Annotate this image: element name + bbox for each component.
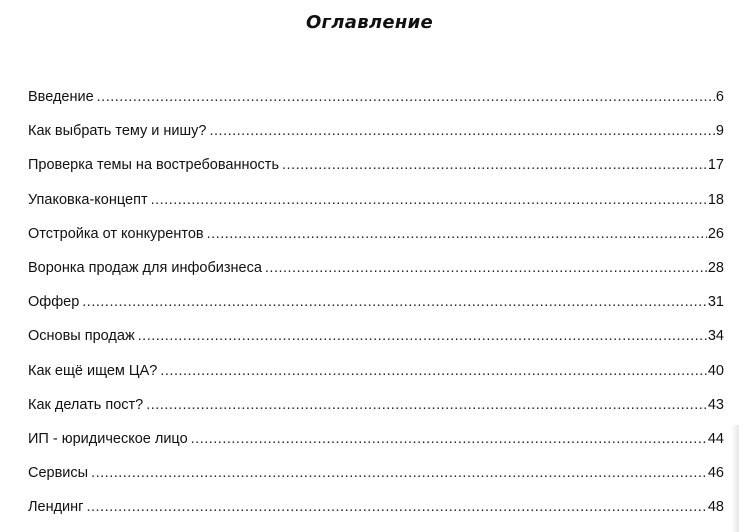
toc-entry-page-number: 46	[707, 465, 724, 482]
toc-entry-demand-check[interactable]	[28, 153, 724, 187]
toc-entry-landing[interactable]	[28, 495, 724, 529]
toc-entry-page-number: 26	[707, 225, 724, 242]
toc-entry-offer[interactable]	[28, 290, 724, 324]
toc-entry-label: Как выбрать тему и нишу?	[28, 123, 207, 140]
page-title: Оглавление	[305, 12, 434, 33]
toc-entry-page-number: 9	[715, 123, 724, 140]
toc-entry-label: ИП - юридическое лицо	[28, 430, 188, 447]
toc-entry-page-number: 34	[707, 328, 724, 345]
toc-entry-competitor-differentiation[interactable]	[28, 222, 724, 256]
dot-leader	[265, 256, 707, 280]
dot-leader	[97, 85, 715, 109]
toc-entry-label: Сервисы	[28, 465, 89, 482]
dot-leader	[160, 359, 706, 383]
toc-entry-page-number: 43	[707, 396, 724, 413]
toc-entry-label: Отстройка от конкурентов	[28, 225, 204, 242]
toc-entry-introduction[interactable]	[28, 85, 724, 119]
toc-entry-label: Как делать пост?	[28, 396, 144, 413]
dot-leader	[91, 461, 707, 485]
toc-entry-page-number: 40	[707, 362, 724, 379]
dot-leader	[207, 222, 707, 246]
dot-leader	[209, 119, 714, 143]
toc-entry-label: Упаковка-концепт	[28, 191, 148, 208]
dot-leader	[151, 188, 707, 212]
toc-entry-label: Оффер	[28, 294, 80, 311]
toc-entry-choose-topic[interactable]	[28, 119, 724, 153]
toc-entry-page-number: 17	[707, 157, 724, 174]
table-of-contents	[28, 85, 724, 529]
toc-entry-find-audience[interactable]	[28, 359, 724, 393]
toc-entry-page-number: 6	[715, 89, 724, 105]
toc-entry-page-number: 31	[707, 294, 724, 311]
toc-entry-services[interactable]	[28, 461, 724, 495]
toc-entry-packaging-concept[interactable]	[28, 188, 724, 222]
toc-entry-page-number: 28	[707, 259, 724, 276]
toc-entry-label: Воронка продаж для инфобизнеса	[28, 259, 262, 276]
dot-leader	[191, 427, 707, 451]
dot-leader	[82, 290, 707, 314]
toc-entry-sales-funnel[interactable]	[28, 256, 724, 290]
toc-entry-how-to-post[interactable]	[28, 393, 724, 427]
toc-entry-page-number: 48	[707, 499, 724, 516]
page-edge-shadow	[731, 425, 739, 532]
dot-leader	[138, 324, 707, 348]
toc-entry-label: Введение	[28, 89, 94, 105]
toc-entry-page-number: 18	[707, 191, 724, 208]
toc-entry-page-number: 44	[707, 430, 724, 447]
toc-entry-label: Основы продаж	[28, 328, 135, 345]
toc-entry-sales-basics[interactable]	[28, 324, 724, 358]
dot-leader	[282, 153, 707, 177]
dot-leader	[146, 393, 707, 417]
dot-leader	[86, 495, 706, 519]
toc-entry-legal-entity[interactable]	[28, 427, 724, 461]
toc-entry-label: Как ещё ищем ЦА?	[28, 362, 158, 379]
toc-entry-label: Лендинг	[28, 499, 84, 516]
toc-entry-label: Проверка темы на востребованность	[28, 157, 279, 174]
